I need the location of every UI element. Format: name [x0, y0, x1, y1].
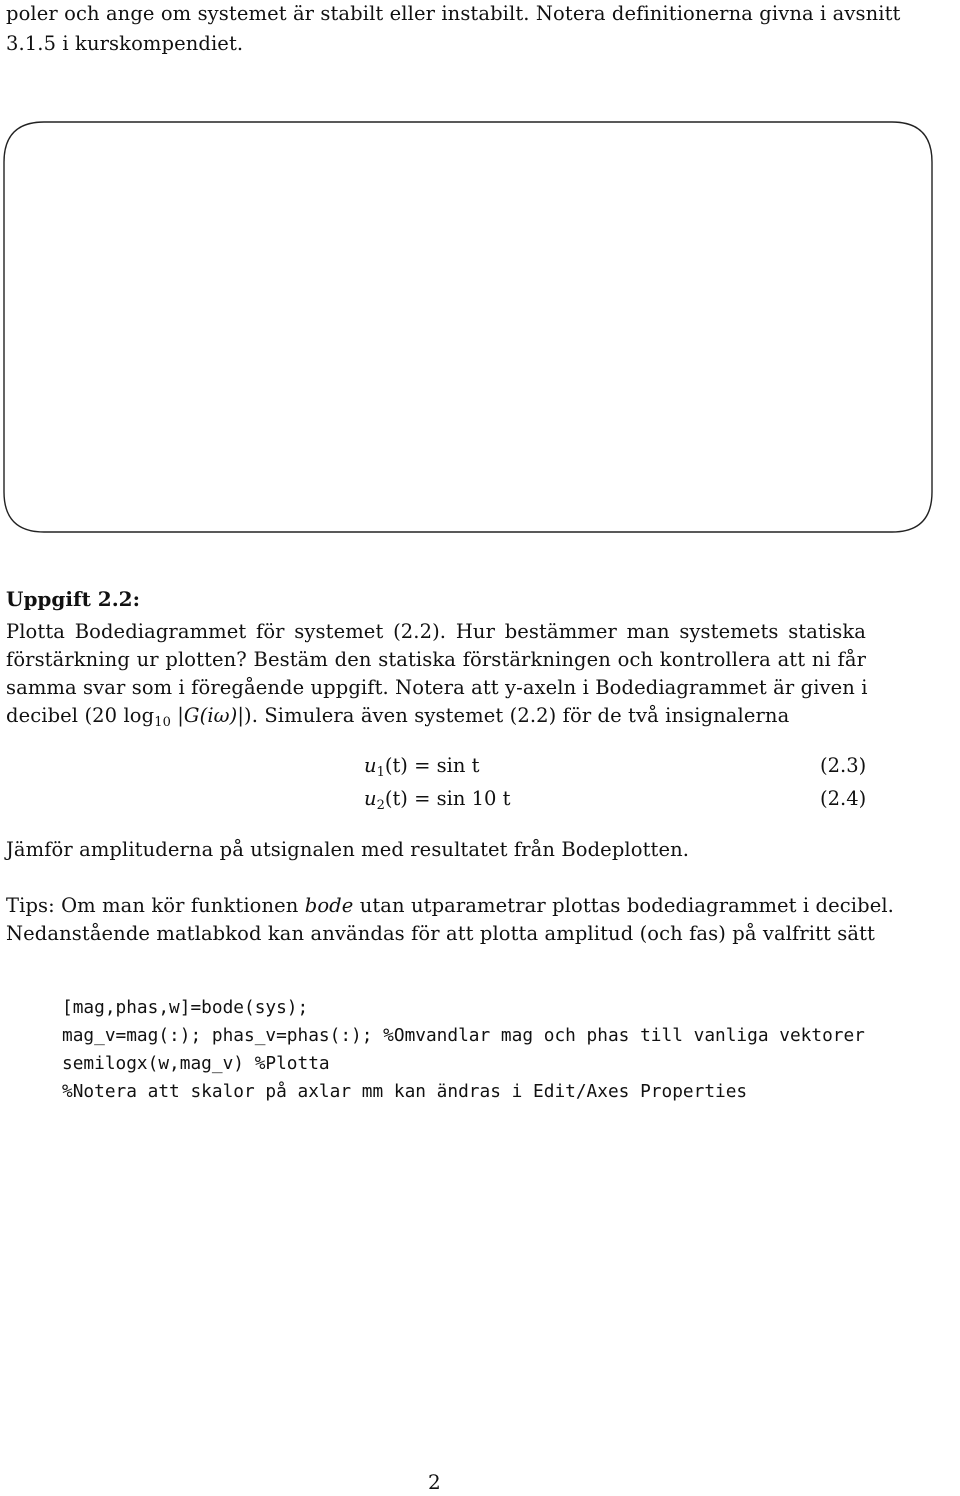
tips-line-2: Nedanstående matlabkod kan användas för att plotta amplitud (och fas) på valfritt sätt [6, 922, 875, 945]
tips-emphasis: bode [304, 894, 354, 917]
equation-variable: u [364, 787, 377, 810]
task-line-4 [6, 702, 789, 737]
equation-number-2-4: (2.4) [820, 787, 867, 810]
log-base: 10 [154, 715, 171, 730]
task-line-3: samma svar som i föregående uppgift. Notera att y-axeln i Bodediagrammet är given i [6, 676, 868, 699]
page-number: 2 [428, 1470, 441, 1494]
task-heading: Uppgift 2.2: [6, 587, 140, 611]
task-line-4-suffix: ). Simulera även systemet (2.2) för de två insignalerna [244, 704, 790, 727]
answer-box [0, 118, 936, 536]
tips-suffix: utan utparametrar plottas bodediagrammet i decibel. [353, 894, 894, 917]
code-line-3: semilogx(w,mag_v) %Plotta [62, 1053, 330, 1074]
tips-line-1 [6, 892, 894, 920]
equation-rhs: (t) = sin 10 t [384, 787, 511, 810]
intro-line-1: poler och ange om systemet är stabilt eller instabilt. Notera definitionerna givna i avsnitt [6, 2, 901, 25]
code-line-4: %Notera att skalor på axlar mm kan ändras i Edit/Axes Properties [62, 1081, 748, 1102]
task-line-4-prefix: decibel (20 log [6, 704, 155, 727]
code-line-2: mag_v=mag(:); phas_v=phas(:); %Omvandlar mag och phas till vanliga vektorer [62, 1025, 865, 1046]
equation-2-4 [364, 785, 510, 820]
tips-prefix: Tips: Om man kör funktionen [6, 894, 305, 917]
equation-subscript: 2 [376, 798, 385, 813]
code-line-1: [mag,phas,w]=bode(sys); [62, 997, 309, 1018]
compare-paragraph: Jämför amplituderna på utsignalen med resultatet från Bodeplotten. [6, 838, 690, 861]
equation-variable: u [364, 754, 377, 777]
task-line-1: Plotta Bodediagrammet för systemet (2.2). Hur bestämmer man systemets statiska [6, 620, 866, 643]
transfer-function: |G(iω)| [170, 704, 245, 727]
equation-2-3 [364, 752, 479, 787]
equation-number-2-3: (2.3) [820, 754, 867, 777]
equation-rhs: (t) = sin t [384, 754, 480, 777]
intro-line-2: 3.1.5 i kurskompendiet. [6, 32, 244, 55]
equation-subscript: 1 [376, 765, 385, 780]
task-line-2: förstärkning ur plotten? Bestäm den statiska förstärkningen och kontrollera att ni får [6, 648, 866, 671]
